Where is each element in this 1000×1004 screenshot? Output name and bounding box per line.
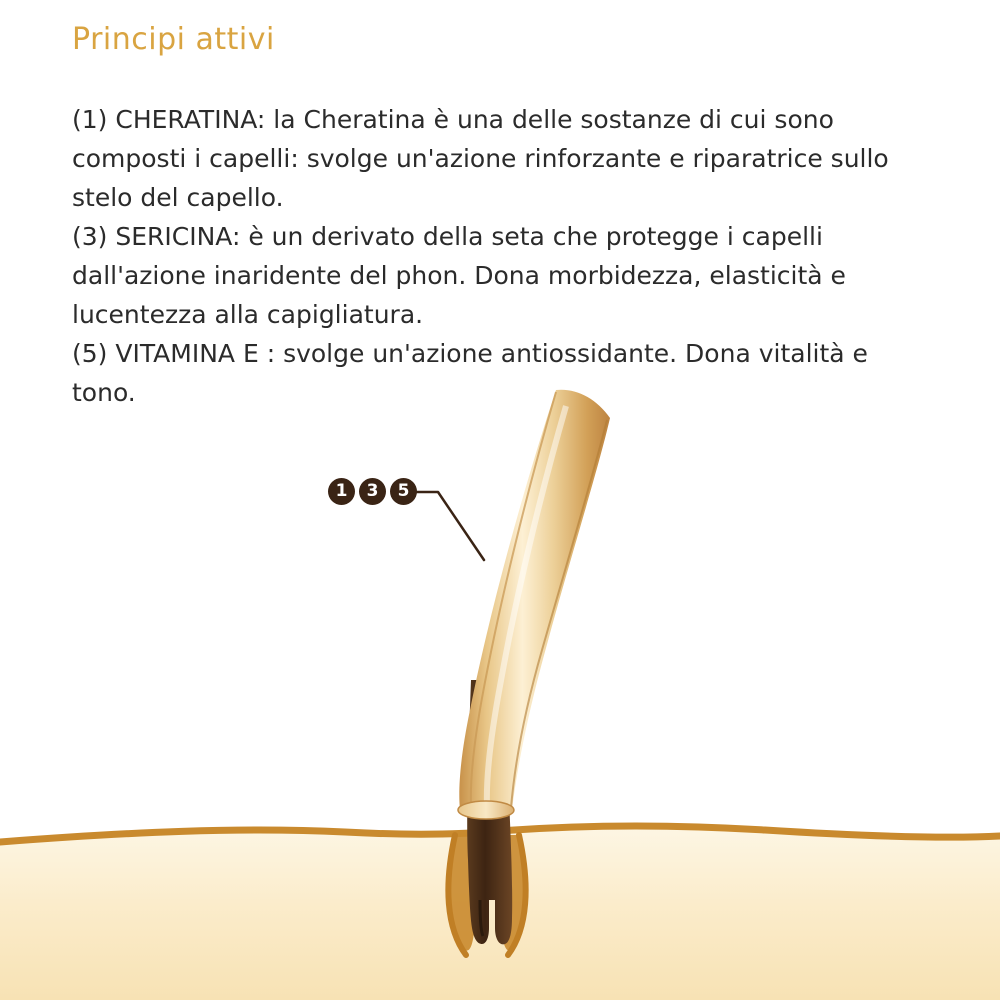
page-title: Principi attivi (72, 22, 275, 57)
paragraph-sericina: (3) SERICINA: è un derivato della seta che protegge i capelli dall'azione inaridente del phon. Dona morbidezza, elasticità e lucentezza alla capigliatura. (72, 222, 846, 329)
callout-badge-1[interactable]: 1 (328, 478, 355, 505)
callout-badge-5[interactable]: 5 (390, 478, 417, 505)
hair-shaft (458, 390, 610, 819)
hair-follicle-diagram (0, 380, 1000, 1000)
ingredients-description (72, 100, 902, 412)
paragraph-vitamina-e: (5) VITAMINA E : svolge un'azione antiossidante. Dona vitalità e tono. (72, 339, 868, 407)
callout-badges (328, 478, 417, 505)
paragraph-cheratina: (1) CHERATINA: la Cheratina è una delle sostanze di cui sono composti i capelli: svolge un'azione rinforzante e riparatrice sullo stelo del capello. (72, 105, 889, 212)
callout-badge-3[interactable]: 3 (359, 478, 386, 505)
